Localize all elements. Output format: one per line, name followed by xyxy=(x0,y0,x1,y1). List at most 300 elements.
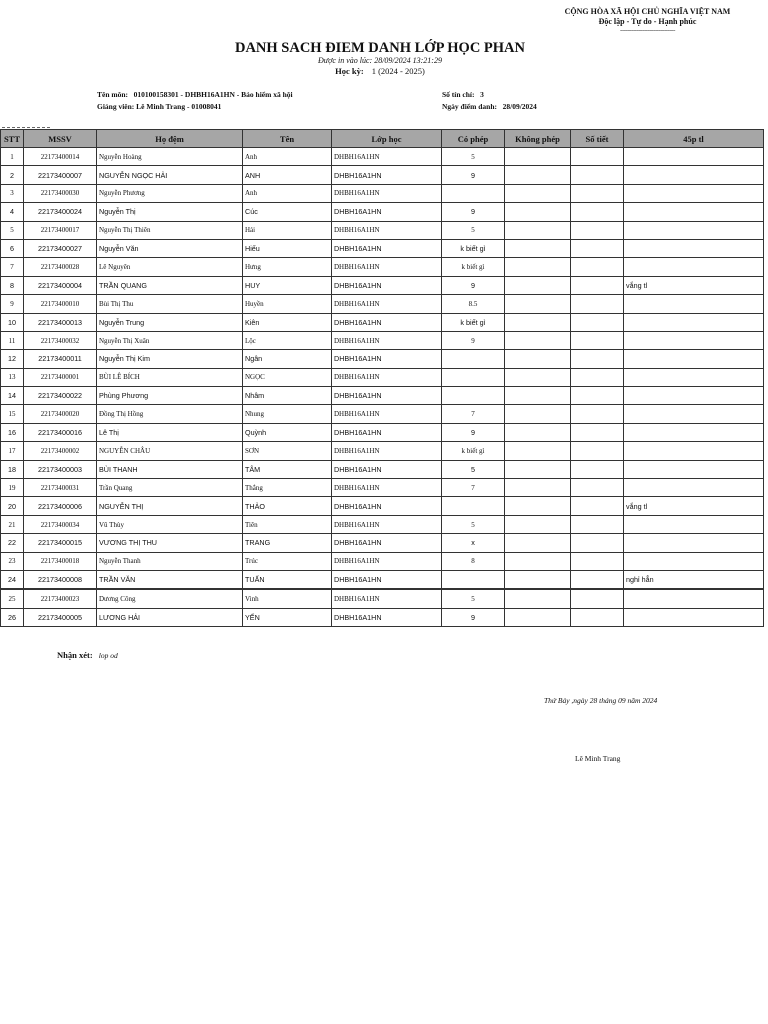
table-cell: 22173400024 xyxy=(24,203,97,221)
table-cell: DHBH16A1HN xyxy=(332,368,442,386)
table-cell xyxy=(624,387,764,405)
teacher-info xyxy=(97,102,221,111)
table-cell xyxy=(624,534,764,552)
table-cell xyxy=(505,276,571,294)
table-row xyxy=(1,221,764,239)
table-cell: VƯƠNG THỊ THU xyxy=(97,534,243,552)
table-cell: 6 xyxy=(1,239,24,257)
table-cell xyxy=(505,405,571,423)
table-cell: 22173400022 xyxy=(24,387,97,405)
table-cell: BÙI LÊ BÍCH xyxy=(97,368,243,386)
table-cell xyxy=(505,184,571,202)
table-cell: DHBH16A1HN xyxy=(332,350,442,368)
table-cell xyxy=(624,589,764,608)
table-row xyxy=(1,608,764,626)
table-cell xyxy=(624,258,764,276)
table-cell xyxy=(571,570,624,589)
table-cell: 22173400005 xyxy=(24,608,97,626)
column-header: Số tiết xyxy=(571,130,624,148)
table-row xyxy=(1,552,764,570)
table-cell xyxy=(624,221,764,239)
table-cell: 14 xyxy=(1,387,24,405)
table-row xyxy=(1,405,764,423)
table-cell: TRANG xyxy=(243,534,332,552)
table-cell: Nguyễn Thị xyxy=(97,203,243,221)
table-cell: Tiên xyxy=(243,515,332,533)
table-cell xyxy=(505,295,571,313)
column-header: MSSV xyxy=(24,130,97,148)
table-row xyxy=(1,166,764,184)
table-cell: 10 xyxy=(1,313,24,331)
table-cell: 7 xyxy=(1,258,24,276)
table-row xyxy=(1,148,764,166)
document-title: DANH SACH ĐIEM DANH LỚP HỌC PHAN xyxy=(234,40,525,56)
table-cell xyxy=(505,313,571,331)
table-cell xyxy=(571,276,624,294)
table-cell xyxy=(442,184,505,202)
table-cell: DHBH16A1HN xyxy=(332,515,442,533)
table-cell: SƠN xyxy=(243,442,332,460)
credits-value: 3 xyxy=(480,90,484,99)
table-cell: Nguyễn Phương xyxy=(97,184,243,202)
table-cell: vắng tl xyxy=(624,497,764,515)
table-cell: 22173400008 xyxy=(24,570,97,589)
table-cell xyxy=(571,368,624,386)
table-row xyxy=(1,258,764,276)
table-cell xyxy=(571,313,624,331)
table-cell: DHBH16A1HN xyxy=(332,608,442,626)
table-cell: 17 xyxy=(1,442,24,460)
table-cell xyxy=(505,460,571,478)
table-cell: DHBH16A1HN xyxy=(332,405,442,423)
table-cell xyxy=(571,387,624,405)
national-motto: Độc lập - Tự do - Hạnh phúc xyxy=(598,17,697,26)
table-cell: NGỌC xyxy=(243,368,332,386)
table-cell: 5 xyxy=(442,460,505,478)
column-header: Họ đệm xyxy=(97,130,243,148)
table-cell: Nguyễn Thị Kim xyxy=(97,350,243,368)
table-cell xyxy=(505,258,571,276)
table-row xyxy=(1,570,764,589)
table-cell: 9 xyxy=(442,423,505,441)
table-cell xyxy=(505,350,571,368)
credits-info xyxy=(442,90,484,99)
table-cell: TUẤN xyxy=(243,570,332,589)
table-cell xyxy=(571,515,624,533)
table-cell xyxy=(505,552,571,570)
table-cell xyxy=(505,608,571,626)
table-cell: Thắng xyxy=(243,479,332,497)
table-cell: DHBH16A1HN xyxy=(332,258,442,276)
table-cell xyxy=(571,479,624,497)
table-cell: 26 xyxy=(1,608,24,626)
table-cell xyxy=(571,350,624,368)
signer-name: Lê Minh Trang xyxy=(575,754,621,763)
printed-timestamp: Được in vào lúc: 28/09/2024 13:21:29 xyxy=(318,56,442,65)
column-header: 45p tl xyxy=(624,130,764,148)
table-cell: DHBH16A1HN xyxy=(332,313,442,331)
table-cell: YẾN xyxy=(243,608,332,626)
column-header: Tên xyxy=(243,130,332,148)
table-cell xyxy=(624,331,764,349)
table-cell: Phùng Phương xyxy=(97,387,243,405)
table-cell: Nguyễn Văn xyxy=(97,239,243,257)
table-cell: Anh xyxy=(243,148,332,166)
table-cell: Kiên xyxy=(243,313,332,331)
table-cell xyxy=(505,479,571,497)
table-cell: Quỳnh xyxy=(243,423,332,441)
table-cell: 20 xyxy=(1,497,24,515)
table-cell: 22173400034 xyxy=(24,515,97,533)
table-cell: 9 xyxy=(442,203,505,221)
table-cell: 11 xyxy=(1,331,24,349)
table-header xyxy=(1,130,764,148)
table-cell xyxy=(571,148,624,166)
table-cell xyxy=(571,552,624,570)
table-cell xyxy=(571,184,624,202)
term-label: Học kỳ: xyxy=(335,66,364,76)
column-header: Không phép xyxy=(505,130,571,148)
table-cell xyxy=(505,442,571,460)
table-cell: 22173400017 xyxy=(24,221,97,239)
table-cell: DHBH16A1HN xyxy=(332,570,442,589)
subject-value: 010100158301 - DHBH16A1HN - Bảo hiểm xã hội xyxy=(133,90,293,99)
table-cell: Ngân xyxy=(243,350,332,368)
table-cell: x xyxy=(442,534,505,552)
table-cell: 9 xyxy=(442,608,505,626)
table-cell: 5 xyxy=(1,221,24,239)
table-cell: 3 xyxy=(1,184,24,202)
table-cell: 5 xyxy=(442,148,505,166)
table-cell: 1 xyxy=(1,148,24,166)
table-cell: 22 xyxy=(1,534,24,552)
table-cell: DHBH16A1HN xyxy=(332,387,442,405)
table-cell xyxy=(571,166,624,184)
table-row xyxy=(1,184,764,202)
table-cell: 15 xyxy=(1,405,24,423)
table-cell: Nhâm xyxy=(243,387,332,405)
table-row xyxy=(1,276,764,294)
table-cell: 23 xyxy=(1,552,24,570)
table-cell: Nguyễn Thanh xyxy=(97,552,243,570)
table-cell xyxy=(624,368,764,386)
table-cell: 8 xyxy=(1,276,24,294)
table-cell: Hải xyxy=(243,221,332,239)
table-cell: 22173400013 xyxy=(24,313,97,331)
table-cell: DHBH16A1HN xyxy=(332,552,442,570)
table-cell xyxy=(571,258,624,276)
subject-info xyxy=(97,90,293,99)
table-cell xyxy=(505,589,571,608)
table-cell: 22173400032 xyxy=(24,331,97,349)
table-header-row xyxy=(1,130,764,148)
table-cell xyxy=(442,387,505,405)
table-cell: 22173400006 xyxy=(24,497,97,515)
table-row xyxy=(1,387,764,405)
table-cell xyxy=(505,497,571,515)
table-cell: nghỉ hẳn xyxy=(624,570,764,589)
table-cell: k biết gì xyxy=(442,239,505,257)
table-cell: 24 xyxy=(1,570,24,589)
table-cell: Anh xyxy=(243,184,332,202)
table-cell: 22173400010 xyxy=(24,295,97,313)
table-cell xyxy=(571,442,624,460)
table-cell: 22173400028 xyxy=(24,258,97,276)
table-cell xyxy=(624,148,764,166)
table-cell xyxy=(624,442,764,460)
table-cell: 22173400003 xyxy=(24,460,97,478)
table-row xyxy=(1,515,764,533)
table-cell xyxy=(624,423,764,441)
table-cell: 25 xyxy=(1,589,24,608)
table-cell xyxy=(505,239,571,257)
table-cell xyxy=(505,331,571,349)
table-row xyxy=(1,350,764,368)
table-cell xyxy=(505,387,571,405)
table-cell: 22173400018 xyxy=(24,552,97,570)
table-cell: 9 xyxy=(442,276,505,294)
comment-section xyxy=(57,650,118,660)
table-cell: k biết gì xyxy=(442,442,505,460)
table-cell xyxy=(571,405,624,423)
table-cell: 8.5 xyxy=(442,295,505,313)
table-cell xyxy=(624,313,764,331)
table-cell: LƯƠNG HẢI xyxy=(97,608,243,626)
attendance-date-info xyxy=(442,102,537,111)
table-cell: DHBH16A1HN xyxy=(332,221,442,239)
table-cell: 18 xyxy=(1,460,24,478)
table-cell: 12 xyxy=(1,350,24,368)
table-cell: 5 xyxy=(442,589,505,608)
attendance-date-label: Ngày điểm danh: xyxy=(442,102,498,111)
table-cell: 22173400031 xyxy=(24,479,97,497)
teacher-label: Giảng viên: xyxy=(97,102,135,111)
table-cell: 5 xyxy=(442,515,505,533)
table-cell: DHBH16A1HN xyxy=(332,534,442,552)
table-cell: Hiếu xyxy=(243,239,332,257)
column-header: Lớp học xyxy=(332,130,442,148)
table-cell: DHBH16A1HN xyxy=(332,295,442,313)
table-cell xyxy=(571,239,624,257)
table-cell: Vũ Thùy xyxy=(97,515,243,533)
table-cell: Nguyễn Trung xyxy=(97,313,243,331)
table-cell xyxy=(624,405,764,423)
table-row xyxy=(1,442,764,460)
table-cell xyxy=(571,331,624,349)
table-cell: vắng tl xyxy=(624,276,764,294)
table-cell xyxy=(624,608,764,626)
table-cell: Đồng Thị Hồng xyxy=(97,405,243,423)
table-cell: DHBH16A1HN xyxy=(332,460,442,478)
table-cell: DHBH16A1HN xyxy=(332,184,442,202)
term-line xyxy=(0,66,760,76)
table-row xyxy=(1,331,764,349)
table-cell xyxy=(442,570,505,589)
table-cell xyxy=(624,350,764,368)
table-cell: TRẦN QUANG xyxy=(97,276,243,294)
term-value: 1 (2024 - 2025) xyxy=(371,66,425,76)
table-row xyxy=(1,368,764,386)
dashed-separator xyxy=(2,127,50,128)
table-cell: 16 xyxy=(1,423,24,441)
teacher-value: Lê Minh Trang - 01008041 xyxy=(136,102,222,111)
table-cell: DHBH16A1HN xyxy=(332,331,442,349)
table-cell: Nhung xyxy=(243,405,332,423)
table-cell xyxy=(571,608,624,626)
table-row xyxy=(1,203,764,221)
table-cell: 9 xyxy=(442,331,505,349)
table-cell xyxy=(571,295,624,313)
table-cell: 22173400001 xyxy=(24,368,97,386)
table-cell: 9 xyxy=(442,166,505,184)
table-cell: Nguyễn Thị Thiên xyxy=(97,221,243,239)
table-cell xyxy=(442,368,505,386)
national-header xyxy=(520,7,768,33)
attendance-table xyxy=(0,129,764,627)
table-cell: 22173400011 xyxy=(24,350,97,368)
table-cell: TRẦN VĂN xyxy=(97,570,243,589)
table-cell: Nguyễn Hoàng xyxy=(97,148,243,166)
column-header: STT xyxy=(1,130,24,148)
table-cell: DHBH16A1HN xyxy=(332,442,442,460)
table-cell: 19 xyxy=(1,479,24,497)
table-row xyxy=(1,313,764,331)
table-row xyxy=(1,497,764,515)
table-cell xyxy=(505,570,571,589)
table-cell xyxy=(505,166,571,184)
table-cell xyxy=(442,497,505,515)
table-cell: 5 xyxy=(442,221,505,239)
table-cell: 8 xyxy=(442,552,505,570)
table-cell: DHBH16A1HN xyxy=(332,148,442,166)
attendance-date-value: 28/09/2024 xyxy=(502,102,537,111)
table-row xyxy=(1,460,764,478)
table-cell: DHBH16A1HN xyxy=(332,423,442,441)
table-cell: NGUYỄN NGỌC HẢI xyxy=(97,166,243,184)
table-cell: 22173400016 xyxy=(24,423,97,441)
table-cell: 4 xyxy=(1,203,24,221)
table-cell: DHBH16A1HN xyxy=(332,166,442,184)
table-cell xyxy=(624,460,764,478)
table-cell: 22173400007 xyxy=(24,166,97,184)
table-cell: Lê Nguyên xyxy=(97,258,243,276)
table-cell xyxy=(624,239,764,257)
credits-label: Số tín chỉ: xyxy=(442,90,475,99)
table-row xyxy=(1,589,764,608)
table-cell: Bùi Thị Thu xyxy=(97,295,243,313)
table-cell: 22173400023 xyxy=(24,589,97,608)
table-cell: 2 xyxy=(1,166,24,184)
table-cell xyxy=(624,166,764,184)
signature-date: Thứ Bảy ,ngày 28 tháng 09 năm 2024 xyxy=(544,696,658,705)
table-cell xyxy=(505,368,571,386)
table-cell: Lộc xyxy=(243,331,332,349)
table-cell: 22173400027 xyxy=(24,239,97,257)
table-row xyxy=(1,295,764,313)
table-cell: HUY xyxy=(243,276,332,294)
table-row xyxy=(1,239,764,257)
table-cell: Nguyễn Thị Xuân xyxy=(97,331,243,349)
table-cell: 22173400020 xyxy=(24,405,97,423)
comment-value: lop od xyxy=(98,651,118,660)
nation-name: CỘNG HÒA XÃ HỘI CHỦ NGHĨA VIỆT NAM xyxy=(564,7,731,16)
table-cell: 22173400002 xyxy=(24,442,97,460)
table-row xyxy=(1,534,764,552)
table-cell: Cúc xyxy=(243,203,332,221)
table-cell: Trúc xyxy=(243,552,332,570)
table-cell xyxy=(624,479,764,497)
table-cell: 7 xyxy=(442,405,505,423)
table-cell: Huyền xyxy=(243,295,332,313)
table-cell: BÙI THANH xyxy=(97,460,243,478)
subject-label: Tên môn: xyxy=(97,90,129,99)
table-cell xyxy=(442,350,505,368)
table-cell: 22173400014 xyxy=(24,148,97,166)
table-cell: Trần Quang xyxy=(97,479,243,497)
table-cell: NGUYỄN THỊ xyxy=(97,497,243,515)
table-cell xyxy=(571,589,624,608)
table-cell xyxy=(571,534,624,552)
table-cell: 21 xyxy=(1,515,24,533)
table-cell xyxy=(624,552,764,570)
header-divider: ------------------------------ xyxy=(620,26,675,34)
table-cell xyxy=(571,221,624,239)
table-cell: NGUYỄN CHÂU xyxy=(97,442,243,460)
table-cell: DHBH16A1HN xyxy=(332,479,442,497)
table-cell xyxy=(505,534,571,552)
table-cell: DHBH16A1HN xyxy=(332,497,442,515)
table-cell: DHBH16A1HN xyxy=(332,276,442,294)
table-cell: DHBH16A1HN xyxy=(332,589,442,608)
table-cell xyxy=(571,497,624,515)
table-cell: k biết gì xyxy=(442,313,505,331)
table-cell: ANH xyxy=(243,166,332,184)
table-cell xyxy=(624,295,764,313)
table-cell: 22173400015 xyxy=(24,534,97,552)
table-cell xyxy=(571,460,624,478)
table-cell: TÂM xyxy=(243,460,332,478)
table-cell: Dương Công xyxy=(97,589,243,608)
table-cell: 22173400030 xyxy=(24,184,97,202)
table-cell xyxy=(624,515,764,533)
table-row xyxy=(1,423,764,441)
table-cell xyxy=(505,221,571,239)
table-cell xyxy=(505,203,571,221)
table-cell: THẢO xyxy=(243,497,332,515)
table-cell: k biết gì xyxy=(442,258,505,276)
table-row xyxy=(1,479,764,497)
table-cell xyxy=(571,423,624,441)
comment-label: Nhận xét: xyxy=(57,650,93,660)
table-cell xyxy=(571,203,624,221)
table-cell: 7 xyxy=(442,479,505,497)
table-cell: Lê Thị xyxy=(97,423,243,441)
table-cell xyxy=(505,423,571,441)
table-cell xyxy=(505,148,571,166)
column-header: Có phép xyxy=(442,130,505,148)
table-cell xyxy=(624,203,764,221)
table-cell: Vinh xyxy=(243,589,332,608)
table-cell xyxy=(505,515,571,533)
table-body xyxy=(1,148,764,627)
table-cell xyxy=(624,184,764,202)
table-cell: DHBH16A1HN xyxy=(332,239,442,257)
table-cell: 9 xyxy=(1,295,24,313)
table-cell: 22173400004 xyxy=(24,276,97,294)
table-cell: Hưng xyxy=(243,258,332,276)
table-cell: 13 xyxy=(1,368,24,386)
table-cell: DHBH16A1HN xyxy=(332,203,442,221)
